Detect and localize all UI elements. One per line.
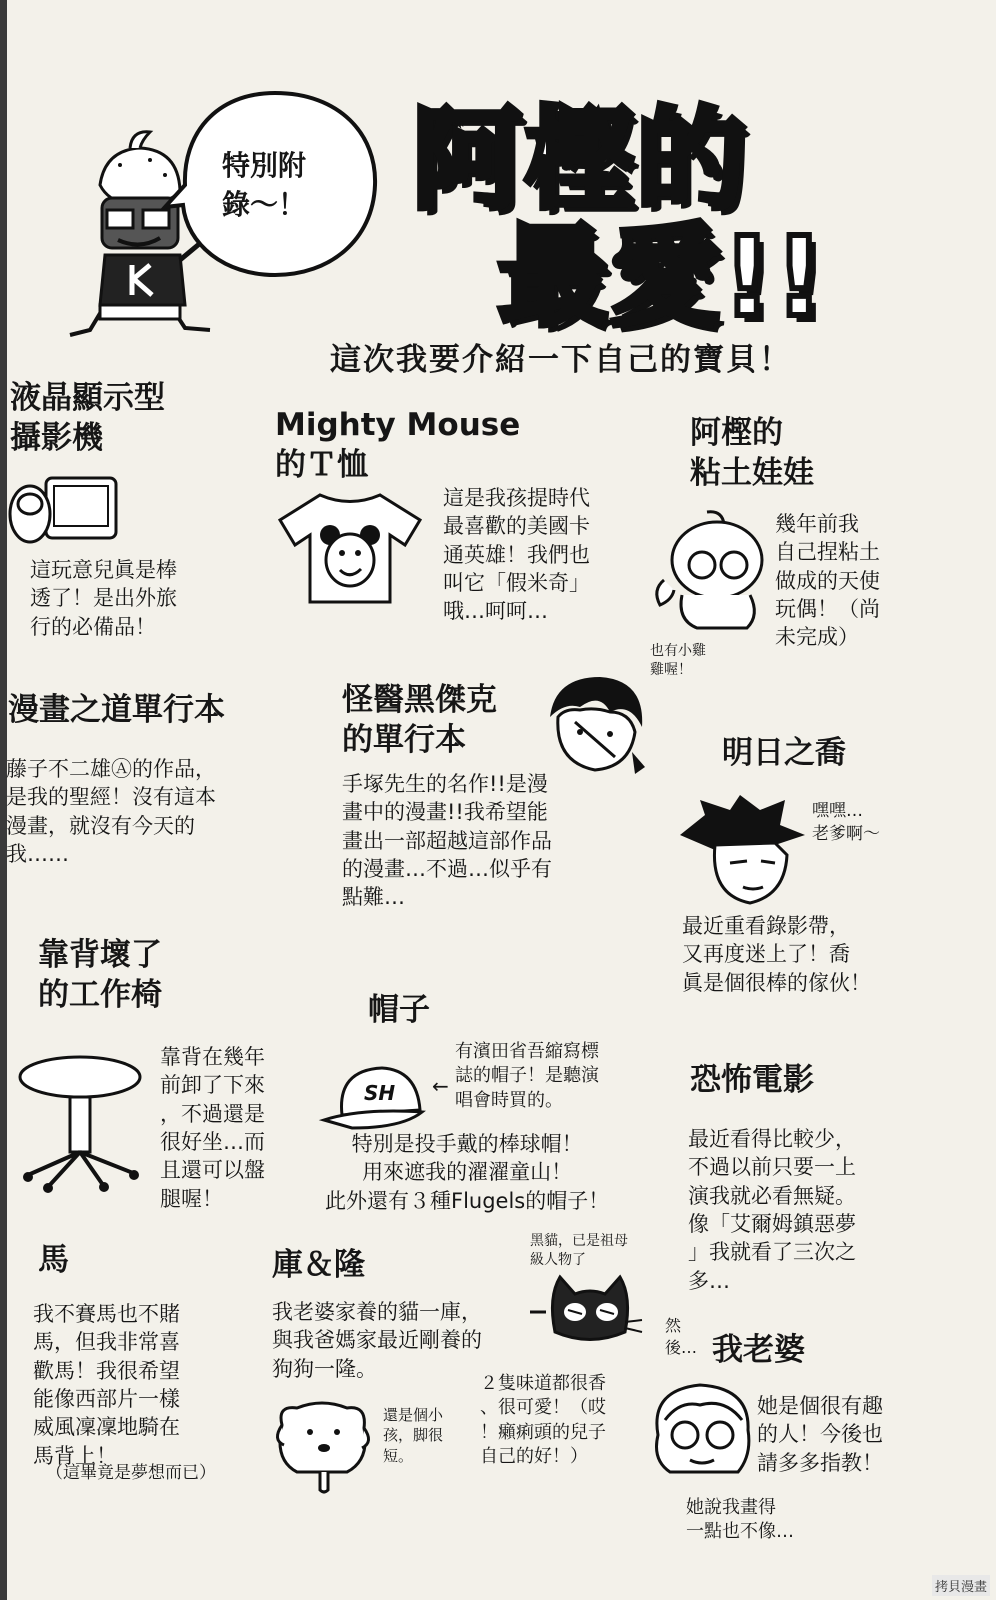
hat-heading: 帽子 bbox=[368, 992, 430, 1028]
hat-text: 特別是投手戴的棒球帽！ 用來遮我的濯濯童山！ 此外還有３種Flugels的帽子！ bbox=[325, 1132, 610, 1213]
bubble-text: 特別附 錄〜！ bbox=[222, 149, 307, 222]
cat-note: 黑貓，已是祖母 級人物了 bbox=[530, 1233, 628, 1268]
horror-text: 最近看得比較少， 不過以前只要一上 演我就必看無疑。 像「艾爾姆鎮惡夢 」我就看了三次之 多… bbox=[688, 1127, 856, 1293]
camera-text: 這玩意兒眞是棒 透了！是出外旅 行的必備品！ bbox=[30, 558, 177, 639]
doll-note: 也有小雞 雞喔！ bbox=[650, 643, 706, 678]
page-title-line1: 阿樫的 bbox=[412, 96, 748, 224]
wife-note: 她說我畫得 一點也不像… bbox=[686, 1497, 794, 1543]
dog-note: 還是個小 孩，脚很 短。 bbox=[383, 1406, 444, 1465]
page-subtitle: 這次我要介紹一下自己的寶貝！ bbox=[330, 342, 792, 378]
manga-heading: 漫畫之道單行本 bbox=[8, 692, 225, 728]
page-title-line2: 最愛!! bbox=[498, 213, 827, 341]
wife-balloon: 然 後… bbox=[665, 1316, 698, 1357]
cap-logo: SH bbox=[364, 1081, 396, 1105]
tshirt-icon bbox=[275, 490, 425, 605]
camera-heading: 液晶顯示型 攝影機 bbox=[10, 380, 165, 457]
hat-arrow: ← bbox=[432, 1074, 449, 1098]
pets-heading: 庫＆隆 bbox=[272, 1247, 365, 1283]
blackjack-text: 手塚先生的名作!!是漫 畫中的漫畫!!我希望能 畫出一部超越這部作品 的漫畫…不過…似乎有 點難… bbox=[342, 772, 552, 910]
manga-text: 藤子不二雄Ⓐ的作品， 是我的聖經！沒有這本 漫畫，就沒有今天的 我…… bbox=[6, 757, 216, 867]
asuka-text: 最近重看錄影帶， 又再度迷上了！喬 眞是個很棒的傢伙！ bbox=[682, 914, 871, 995]
dog-icon bbox=[272, 1400, 372, 1495]
doll-text: 幾年前我 自己捏粘土 做成的天使 玩偶！（尚 未完成） bbox=[775, 512, 880, 650]
wife-text: 她是個很有趣 的人！今後也 請多多指教！ bbox=[757, 1394, 883, 1475]
wife-heading: 我老婆 bbox=[712, 1332, 805, 1368]
wife-face-icon bbox=[650, 1380, 755, 1480]
horse-text: 我不賽馬也不賭 馬，但我非常喜 歡馬！我很希望 能像西部片一樣 威風凜凜地騎在 馬背上！ bbox=[33, 1302, 180, 1468]
asuka-heading: 明日之喬 bbox=[722, 735, 846, 771]
clay-doll-icon bbox=[652, 510, 772, 640]
tshirt-heading: Mighty Mouse 的Ｔ恤 bbox=[275, 407, 521, 484]
cat-icon bbox=[530, 1272, 645, 1347]
chair-heading: 靠背壞了 的工作椅 bbox=[38, 937, 162, 1014]
doll-heading: 阿樫的 粘土娃娃 bbox=[690, 415, 814, 492]
tshirt-text: 這是我孩提時代 最喜歡的美國卡 通英雄！我們也 叫它「假米奇」 哦…呵呵… bbox=[443, 486, 590, 624]
hat-note: 有濱田省吾縮寫標 誌的帽子！是聽演 唱會時買的。 bbox=[455, 1041, 599, 1111]
blackjack-face-icon bbox=[540, 672, 650, 777]
camera-icon bbox=[8, 474, 118, 544]
chair-icon bbox=[18, 1055, 148, 1190]
pets-text2: ２隻味道都很香 、很可愛！（哎 ！癩痢頭的兒子 自己的好！） bbox=[480, 1373, 606, 1467]
blackjack-heading: 怪醫黑傑克 的單行本 bbox=[342, 682, 497, 759]
chair-text: 靠背在幾年 前卸了下來 ，不過還是 很好坐…而 且還可以盤 腿喔！ bbox=[160, 1045, 265, 1211]
pets-text: 我老婆家養的貓一庫， 與我爸媽家最近剛養的 狗狗一隆。 bbox=[272, 1300, 482, 1381]
joe-face-icon bbox=[675, 795, 810, 910]
horror-heading: 恐怖電影 bbox=[690, 1062, 814, 1098]
cap-icon bbox=[322, 1060, 427, 1130]
horse-note: （這畢竟是夢想而已） bbox=[46, 1463, 216, 1483]
horse-heading: 馬 bbox=[38, 1242, 69, 1278]
watermark: 拷貝漫畫 bbox=[932, 1575, 990, 1596]
joe-balloon: 嘿嘿… 老爹啊〜 bbox=[812, 801, 880, 844]
